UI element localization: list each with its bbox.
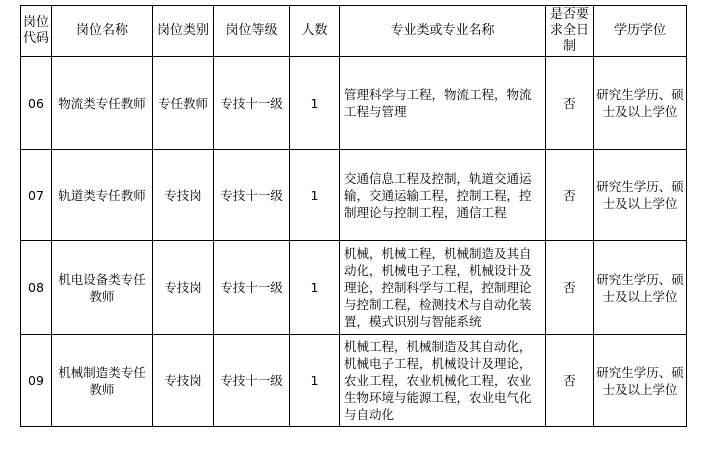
cell-fulltime: 否 <box>546 335 594 427</box>
cell-code: 08 <box>21 241 52 335</box>
cell-degree: 研究生学历、硕士及以上学位 <box>594 335 687 427</box>
cell-major: 交通信息工程及控制，轨道交通运输，交通运输工程，控制工程，控制理论与控制工程，通信工程 <box>340 150 546 241</box>
header-row <box>21 6 687 57</box>
job-table <box>20 5 687 427</box>
header-category: 岗位类别 <box>153 6 214 57</box>
cell-name: 轨道类专任教师 <box>52 150 153 241</box>
cell-code: 07 <box>21 150 52 241</box>
cell-fulltime: 否 <box>546 150 594 241</box>
cell-code: 09 <box>21 335 52 427</box>
cell-code: 06 <box>21 57 52 150</box>
cell-category: 专技岗 <box>153 150 214 241</box>
cell-count: 1 <box>290 241 340 335</box>
table-row <box>21 57 687 150</box>
table-body <box>21 57 687 427</box>
cell-name: 物流类专任教师 <box>52 57 153 150</box>
cell-degree: 研究生学历、硕士及以上学位 <box>594 57 687 150</box>
cell-fulltime: 否 <box>546 241 594 335</box>
cell-fulltime: 否 <box>546 57 594 150</box>
header-major: 专业类或专业名称 <box>340 6 546 57</box>
cell-category: 专任教师 <box>153 57 214 150</box>
cell-category: 专技岗 <box>153 335 214 427</box>
table-row <box>21 335 687 427</box>
header-degree: 学历学位 <box>594 6 687 57</box>
header-name: 岗位名称 <box>52 6 153 57</box>
cell-count: 1 <box>290 335 340 427</box>
cell-level: 专技十一级 <box>214 335 290 427</box>
header-count: 人数 <box>290 6 340 57</box>
cell-major: 管理科学与工程，物流工程，物流工程与管理 <box>340 57 546 150</box>
cell-level: 专技十一级 <box>214 57 290 150</box>
table-row <box>21 150 687 241</box>
cell-count: 1 <box>290 150 340 241</box>
cell-level: 专技十一级 <box>214 241 290 335</box>
header-code: 岗位代码 <box>21 6 52 57</box>
cell-count: 1 <box>290 57 340 150</box>
cell-category: 专技岗 <box>153 241 214 335</box>
header-level: 岗位等级 <box>214 6 290 57</box>
table-header <box>21 6 687 57</box>
header-fulltime: 是否要求全日制 <box>546 6 594 57</box>
cell-major: 机械，机械工程，机械制造及其自动化，机械电子工程，机械设计及理论，控制科学与工程，控制理论与控制工程，检测技术与自动化装置，模式识别与智能系统 <box>340 241 546 335</box>
cell-major: 机械工程，机械制造及其自动化，机械电子工程，机械设计及理论，农业工程，农业机械化工程，农业生物环境与能源工程，农业电气化与自动化 <box>340 335 546 427</box>
cell-name: 机电设备类专任教师 <box>52 241 153 335</box>
table-row <box>21 241 687 335</box>
cell-level: 专技十一级 <box>214 150 290 241</box>
cell-name: 机械制造类专任教师 <box>52 335 153 427</box>
cell-degree: 研究生学历、硕士及以上学位 <box>594 241 687 335</box>
cell-degree: 研究生学历、硕士及以上学位 <box>594 150 687 241</box>
